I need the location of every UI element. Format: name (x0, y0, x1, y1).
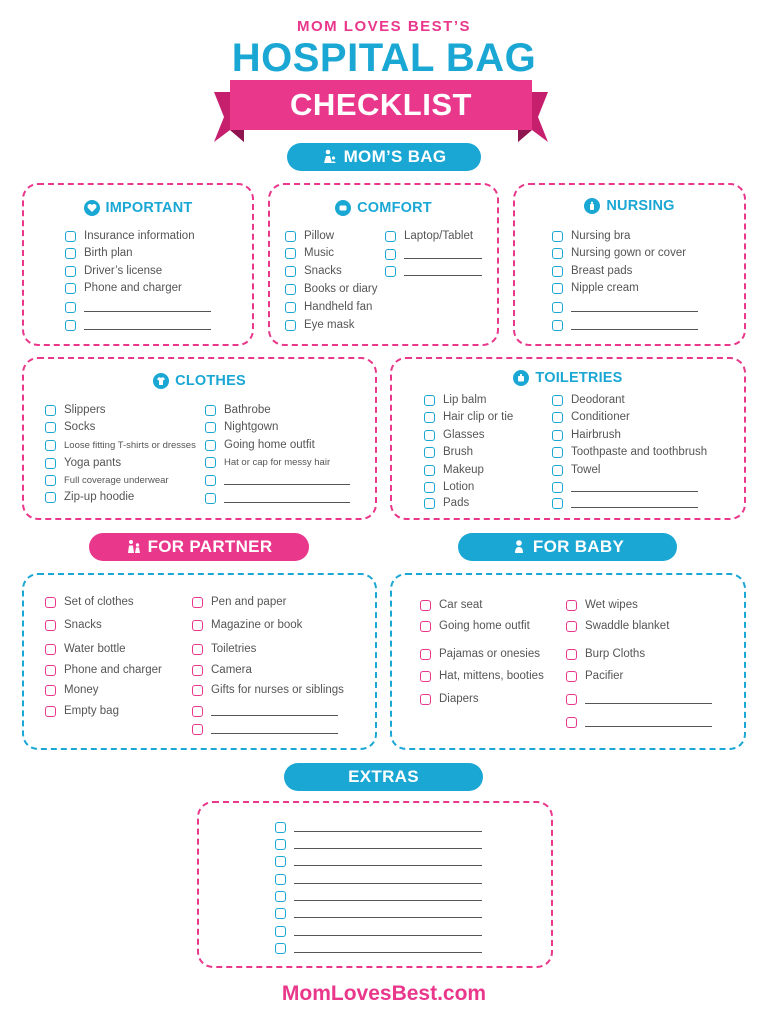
item-label: Car seat (439, 599, 483, 611)
heart-icon (84, 200, 100, 216)
item-label: Bathrobe (224, 404, 271, 416)
clothes-item-7[interactable] (205, 403, 271, 417)
important-item-1[interactable] (65, 229, 195, 243)
comfort-title-text: COMFORT (357, 200, 432, 216)
extras-label: EXTRAS (348, 767, 419, 786)
checkbox[interactable] (45, 405, 56, 416)
for-partner-label: FOR PARTNER (147, 537, 273, 556)
toiletries-item-2[interactable] (424, 410, 513, 424)
toiletries-item-7[interactable] (424, 496, 469, 510)
checkbox[interactable] (65, 231, 76, 242)
partner-blank-2[interactable] (192, 722, 338, 736)
item-label: Driver’s license (84, 265, 163, 277)
moms-bag-pill (287, 143, 481, 171)
checkbox[interactable] (192, 685, 203, 696)
moms-bag-label: MOM’S BAG (343, 147, 447, 166)
item-label: Hat, mittens, booties (439, 670, 544, 682)
checkbox[interactable] (192, 597, 203, 608)
checkbox[interactable] (552, 447, 563, 458)
item-label: Diapers (439, 693, 479, 705)
checkbox[interactable] (285, 302, 296, 313)
item-label: Going home outfit (439, 620, 530, 632)
checkbox[interactable] (192, 644, 203, 655)
important-item-2[interactable] (65, 246, 133, 260)
checkbox[interactable] (552, 498, 563, 509)
item-label: Phone and charger (64, 664, 162, 676)
checkbox[interactable] (420, 600, 431, 611)
item-label: Music (304, 247, 335, 259)
checkbox[interactable] (275, 926, 286, 937)
toiletries-blank-1[interactable] (552, 480, 698, 494)
checkbox[interactable] (45, 440, 56, 451)
important-title (24, 200, 252, 216)
partner-item-9[interactable] (192, 642, 256, 656)
toiletries-blank-2[interactable] (552, 496, 698, 510)
checkbox[interactable] (285, 231, 296, 242)
checkbox[interactable] (552, 482, 563, 493)
checkbox[interactable] (566, 621, 577, 632)
partner-item-2[interactable] (45, 618, 102, 632)
checkbox[interactable] (45, 492, 56, 503)
toiletries-title (392, 370, 744, 386)
item-label: Hairbrush (571, 429, 621, 441)
baby-item-1[interactable] (420, 598, 482, 612)
blank-line[interactable] (571, 311, 698, 312)
item-label: Handheld fan (304, 301, 373, 313)
nursing-item-1[interactable] (552, 229, 630, 243)
important-item-3[interactable] (65, 264, 162, 278)
checkbox[interactable] (205, 475, 216, 486)
comfort-blank-2[interactable] (385, 264, 482, 278)
item-label: Pillow (304, 230, 335, 242)
checkbox[interactable] (552, 231, 563, 242)
toiletries-item-4[interactable] (424, 445, 473, 459)
checkbox[interactable] (65, 320, 76, 331)
baby-item-4[interactable] (420, 669, 544, 683)
item-label: Hat or cap for messy hair (224, 456, 331, 468)
checkbox[interactable] (205, 440, 216, 451)
extras-pill (284, 763, 483, 791)
blank-line[interactable] (585, 703, 712, 704)
checkbox[interactable] (420, 621, 431, 632)
partner-item-4[interactable] (45, 663, 162, 677)
item-label: Towel (571, 464, 601, 476)
item-label: Loose fitting T-shirts or dresses (64, 439, 196, 451)
item-label: Swaddle blanket (585, 620, 670, 632)
footer-site-link[interactable]: MomLovesBest.com (281, 982, 487, 1005)
checkbox[interactable] (205, 493, 216, 504)
comfort-title (270, 200, 497, 216)
checkbox[interactable] (45, 475, 56, 486)
baby-item-9[interactable] (566, 669, 623, 683)
checkbox[interactable] (275, 908, 286, 919)
item-label: Birth plan (84, 247, 133, 259)
baby-item-7[interactable] (566, 619, 669, 633)
item-label: Phone and charger (84, 282, 182, 294)
checkbox[interactable] (566, 694, 577, 705)
item-label: Empty bag (64, 705, 119, 717)
item-label: Toothpaste and toothbrush (571, 446, 708, 458)
blank-line[interactable] (211, 715, 338, 716)
clothes-item-8[interactable] (205, 420, 278, 434)
baby-blank-2[interactable] (566, 715, 712, 729)
item-label: Zip-up hoodie (64, 491, 135, 503)
checkbox[interactable] (420, 694, 431, 705)
blank-line[interactable] (404, 258, 482, 259)
toiletries-box (390, 357, 746, 520)
important-blank-2[interactable] (65, 318, 211, 332)
clothes-box (22, 357, 377, 520)
toiletries-item-5[interactable] (424, 463, 484, 477)
comfort-blank-1[interactable] (385, 247, 482, 261)
clothes-blank-1[interactable] (205, 473, 350, 487)
toiletry-icon (513, 370, 529, 386)
checkbox[interactable] (275, 822, 286, 833)
toiletries-title-text: TOILETRIES (535, 370, 623, 386)
extras-blank-3[interactable] (275, 854, 482, 868)
checkbox[interactable] (566, 600, 577, 611)
extras-blank-6[interactable] (275, 906, 482, 920)
blank-line[interactable] (294, 917, 482, 918)
baby-item-6[interactable] (566, 598, 638, 612)
checkbox[interactable] (424, 447, 435, 458)
comfort-item-4[interactable] (285, 282, 378, 296)
blank-line[interactable] (294, 883, 482, 884)
checkbox[interactable] (385, 231, 396, 242)
checkbox[interactable] (45, 706, 56, 717)
blank-line[interactable] (84, 329, 211, 330)
checkbox[interactable] (285, 248, 296, 259)
clothes-item-4[interactable] (45, 456, 121, 470)
checkbox[interactable] (552, 320, 563, 331)
partner-item-10[interactable] (192, 663, 252, 677)
checkbox[interactable] (192, 706, 203, 717)
item-label: Pacifier (585, 670, 624, 682)
checkbox[interactable] (205, 457, 216, 468)
checkbox[interactable] (285, 266, 296, 277)
clothes-item-3[interactable] (45, 438, 196, 452)
item-label: Brush (443, 446, 474, 458)
checkbox[interactable] (552, 430, 563, 441)
item-label: Nursing gown or cover (571, 247, 687, 259)
checkbox[interactable] (45, 620, 56, 631)
checkbox[interactable] (424, 395, 435, 406)
checkbox[interactable] (45, 422, 56, 433)
item-label: Yoga pants (64, 457, 122, 469)
clothes-item-5[interactable] (45, 473, 169, 487)
blank-line[interactable] (404, 275, 482, 276)
blank-line[interactable] (211, 733, 338, 734)
blank-line[interactable] (224, 484, 350, 485)
important-box (22, 183, 254, 346)
clothes-title (24, 373, 375, 389)
clothes-blank-2[interactable] (205, 491, 350, 505)
extras-blank-8[interactable] (275, 941, 482, 955)
checkbox[interactable] (566, 649, 577, 660)
checkbox[interactable] (424, 465, 435, 476)
comfort-box (268, 183, 499, 346)
item-label: Makeup (443, 464, 484, 476)
extras-blank-5[interactable] (275, 889, 482, 903)
item-label: Conditioner (571, 411, 630, 423)
checkbox[interactable] (45, 597, 56, 608)
item-label: Wet wipes (585, 599, 638, 611)
checkbox[interactable] (45, 458, 56, 469)
extras-blank-7[interactable] (275, 924, 482, 938)
item-label: Pen and paper (211, 596, 287, 608)
item-label: Eye mask (304, 319, 355, 331)
for-baby-pill (458, 533, 677, 561)
checkbox[interactable] (285, 320, 296, 331)
item-label: Burp Cloths (585, 648, 646, 660)
blank-line[interactable] (571, 329, 698, 330)
important-item-4[interactable] (65, 281, 182, 295)
item-label: Snacks (304, 265, 342, 277)
nursing-title (515, 198, 744, 214)
baby-blank-1[interactable] (566, 692, 712, 706)
checkbox[interactable] (424, 498, 435, 509)
comfort-item-6[interactable] (285, 318, 355, 332)
item-label: Toiletries (211, 643, 257, 655)
checkbox[interactable] (285, 284, 296, 295)
checkbox[interactable] (275, 856, 286, 867)
toiletries-item-10[interactable] (552, 428, 621, 442)
item-label: Slippers (64, 404, 106, 416)
clothes-item-1[interactable] (45, 403, 106, 417)
mother-baby-icon (322, 149, 338, 165)
checkbox[interactable] (45, 644, 56, 655)
comfort-item-5[interactable] (285, 300, 372, 314)
partner-item-1[interactable] (45, 595, 134, 609)
toiletries-item-8[interactable] (552, 393, 625, 407)
checkbox[interactable] (552, 412, 563, 423)
item-label: Snacks (64, 619, 102, 631)
toiletries-item-6[interactable] (424, 480, 474, 494)
partner-box (22, 573, 377, 750)
checkbox[interactable] (192, 620, 203, 631)
checkbox[interactable] (275, 874, 286, 885)
item-label: Pajamas or onesies (439, 648, 540, 660)
blank-line[interactable] (294, 848, 482, 849)
checkbox[interactable] (424, 430, 435, 441)
ribbon-label: CHECKLIST (230, 80, 532, 130)
blank-line[interactable] (294, 831, 482, 832)
item-label: Hair clip or tie (443, 411, 514, 423)
blank-line[interactable] (294, 900, 482, 901)
checkbox[interactable] (385, 249, 396, 260)
checkbox[interactable] (192, 665, 203, 676)
for-baby-label: FOR BABY (532, 537, 625, 556)
comfort-item-7[interactable] (385, 229, 473, 243)
blank-line[interactable] (294, 952, 482, 953)
partner-item-8[interactable] (192, 618, 302, 632)
checkbox[interactable] (566, 717, 577, 728)
item-label: Glasses (443, 429, 485, 441)
clothes-item-10[interactable] (205, 455, 330, 469)
checkbox[interactable] (45, 685, 56, 696)
pillow-icon (335, 200, 351, 216)
checkbox[interactable] (192, 724, 203, 735)
partner-blank-1[interactable] (192, 704, 338, 718)
checkbox[interactable] (385, 266, 396, 277)
checkbox[interactable] (552, 283, 563, 294)
checkbox[interactable] (552, 302, 563, 313)
checkbox[interactable] (205, 405, 216, 416)
partner-item-3[interactable] (45, 642, 126, 656)
checkbox[interactable] (65, 248, 76, 259)
blank-line[interactable] (294, 935, 482, 936)
nursing-title-text: NURSING (606, 198, 675, 214)
extras-box (197, 801, 553, 968)
checkbox[interactable] (424, 412, 435, 423)
checkbox[interactable] (552, 266, 563, 277)
bottle-icon (584, 198, 600, 214)
blank-line[interactable] (294, 865, 482, 866)
item-label: Breast pads (571, 265, 633, 277)
item-label: Money (64, 684, 99, 696)
item-label: Socks (64, 421, 96, 433)
item-label: Deodorant (571, 394, 625, 406)
checkbox[interactable] (275, 943, 286, 954)
family-icon (126, 539, 142, 555)
checkbox[interactable] (45, 665, 56, 676)
checkbox[interactable] (65, 302, 76, 313)
item-label: Laptop/Tablet (404, 230, 474, 242)
item-label: Nipple cream (571, 282, 639, 294)
item-label: Books or diary (304, 283, 378, 295)
clothes-title-text: CLOTHES (175, 373, 246, 389)
item-label: Magazine or book (211, 619, 303, 631)
checkbox[interactable] (420, 649, 431, 660)
checkbox[interactable] (552, 395, 563, 406)
extras-blank-1[interactable] (275, 820, 482, 834)
item-label: Nursing bra (571, 230, 631, 242)
checklist-ribbon (214, 80, 548, 142)
important-title-text: IMPORTANT (105, 200, 193, 216)
partner-item-11[interactable] (192, 683, 344, 697)
item-label: Camera (211, 664, 252, 676)
checkbox[interactable] (275, 891, 286, 902)
nursing-item-2[interactable] (552, 246, 686, 260)
brand-subtitle: MOM LOVES BEST’S (296, 18, 471, 35)
blank-line[interactable] (585, 726, 712, 727)
extras-blank-2[interactable] (275, 837, 482, 851)
nursing-item-3[interactable] (552, 264, 632, 278)
checkbox[interactable] (566, 671, 577, 682)
nursing-blank-2[interactable] (552, 318, 698, 332)
item-label: Water bottle (64, 643, 126, 655)
baby-item-8[interactable] (566, 647, 645, 661)
item-label: Insurance information (84, 230, 195, 242)
item-label: Nightgown (224, 421, 279, 433)
toiletries-item-3[interactable] (424, 428, 485, 442)
partner-item-6[interactable] (45, 704, 119, 718)
item-label: Pads (443, 497, 470, 509)
clothes-item-9[interactable] (205, 438, 315, 452)
nursing-box (513, 183, 746, 346)
blank-line[interactable] (571, 491, 698, 492)
partner-item-7[interactable] (192, 595, 286, 609)
checkbox[interactable] (552, 465, 563, 476)
item-label: Full coverage underwear (64, 474, 169, 486)
baby-item-5[interactable] (420, 692, 479, 706)
item-label: Set of clothes (64, 596, 134, 608)
comfort-item-1[interactable] (285, 229, 334, 243)
checkbox[interactable] (205, 422, 216, 433)
nursing-blank-1[interactable] (552, 300, 698, 314)
checkbox[interactable] (424, 482, 435, 493)
baby-item-2[interactable] (420, 619, 530, 633)
baby-item-3[interactable] (420, 647, 540, 661)
extras-blank-4[interactable] (275, 872, 482, 886)
comfort-item-2[interactable] (285, 246, 334, 260)
checkbox[interactable] (275, 839, 286, 850)
checkbox[interactable] (65, 266, 76, 277)
toiletries-item-12[interactable] (552, 463, 600, 477)
important-blank-1[interactable] (65, 300, 211, 314)
item-label: Going home outfit (224, 439, 315, 451)
page-title: HOSPITAL BAG (231, 36, 537, 80)
blank-line[interactable] (84, 311, 211, 312)
for-partner-pill (89, 533, 309, 561)
comfort-item-3[interactable] (285, 264, 342, 278)
baby-icon (511, 539, 527, 555)
nursing-item-4[interactable] (552, 281, 639, 295)
shirt-icon (153, 373, 169, 389)
blank-line[interactable] (224, 502, 350, 503)
item-label: Lotion (443, 481, 475, 493)
blank-line[interactable] (571, 507, 698, 508)
clothes-item-2[interactable] (45, 420, 95, 434)
toiletries-item-1[interactable] (424, 393, 486, 407)
toiletries-item-9[interactable] (552, 410, 630, 424)
partner-item-5[interactable] (45, 683, 99, 697)
item-label: Lip balm (443, 394, 487, 406)
clothes-item-6[interactable] (45, 490, 134, 504)
checkbox[interactable] (65, 283, 76, 294)
item-label: Gifts for nurses or siblings (211, 684, 344, 696)
baby-box (390, 573, 746, 750)
toiletries-item-11[interactable] (552, 445, 707, 459)
checkbox[interactable] (420, 671, 431, 682)
checkbox[interactable] (552, 248, 563, 259)
